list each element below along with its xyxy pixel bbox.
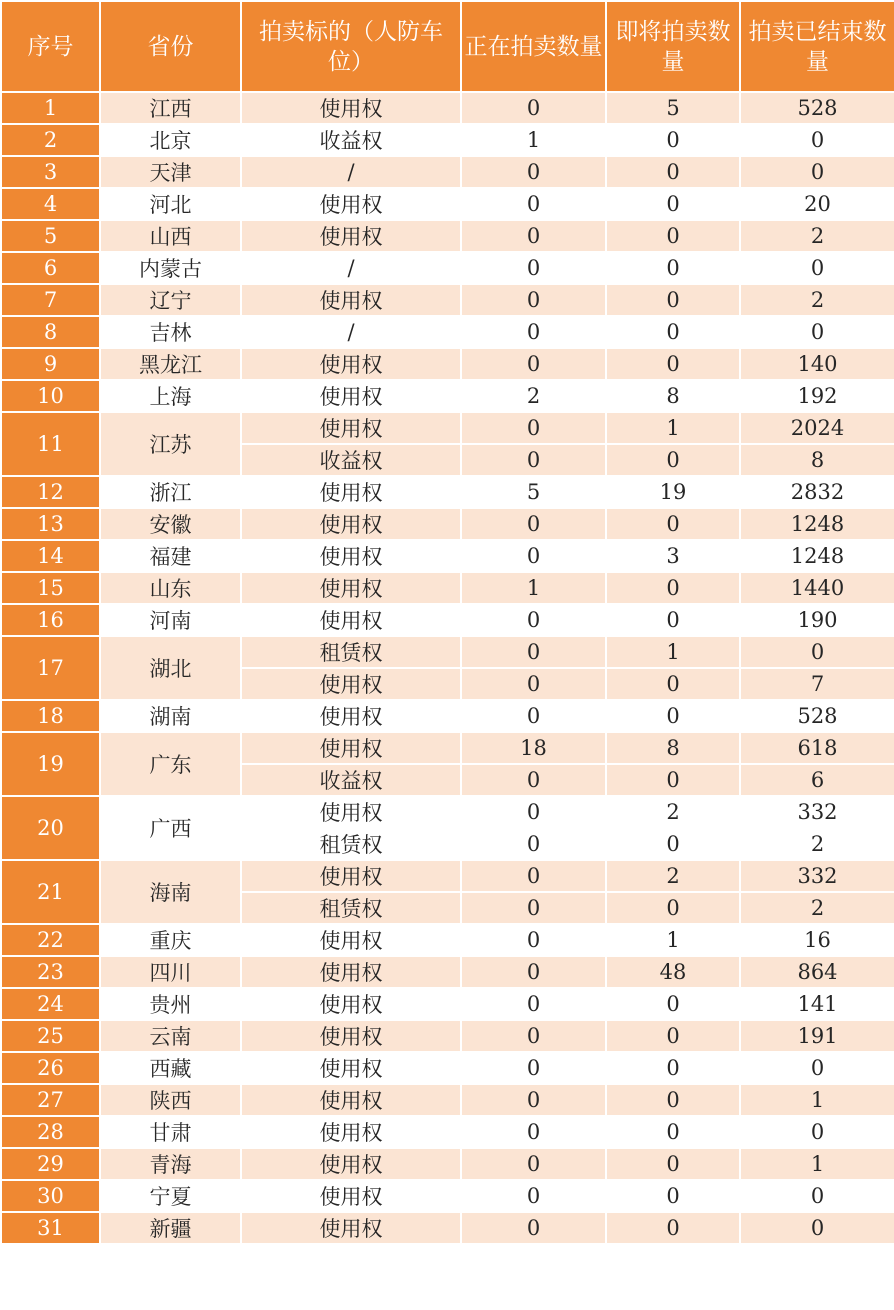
row-index-cell: 5 [1, 220, 100, 252]
province-cell: 吉林 [100, 316, 241, 348]
ended-count-cell: 864 [740, 956, 894, 988]
subject-type-cell: 使用权 [241, 604, 461, 636]
ended-count-cell: 0 [740, 316, 894, 348]
province-cell: 云南 [100, 1020, 241, 1052]
upcoming-count-cell: 5 [606, 92, 740, 124]
province-cell: 广西 [100, 796, 241, 860]
header-row [1, 1, 894, 92]
table-row [1, 1052, 894, 1084]
ongoing-count-cell: 0 [461, 1020, 606, 1052]
upcoming-count-cell: 0 [606, 508, 740, 540]
province-cell: 青海 [100, 1148, 241, 1180]
upcoming-count-cell: 0 [606, 156, 740, 188]
subject-type-cell: 使用权 [241, 508, 461, 540]
province-cell: 天津 [100, 156, 241, 188]
upcoming-count-cell: 0 [606, 668, 740, 700]
header-index: 序号 [1, 1, 100, 92]
table-row [1, 700, 894, 732]
table-row [1, 796, 894, 828]
subject-type-cell: 使用权 [241, 1212, 461, 1244]
subject-type-cell: 使用权 [241, 1020, 461, 1052]
subject-type-cell: 使用权 [241, 1148, 461, 1180]
table-row [1, 188, 894, 220]
ongoing-count-cell: 0 [461, 924, 606, 956]
upcoming-count-cell: 0 [606, 188, 740, 220]
upcoming-count-cell: 0 [606, 444, 740, 476]
province-cell: 福建 [100, 540, 241, 572]
upcoming-count-cell: 0 [606, 284, 740, 316]
ended-count-cell: 332 [740, 796, 894, 828]
row-index-cell: 10 [1, 380, 100, 412]
subject-type-cell: 租赁权 [241, 892, 461, 924]
row-index-cell: 31 [1, 1212, 100, 1244]
ongoing-count-cell: 0 [461, 1084, 606, 1116]
row-index-cell: 4 [1, 188, 100, 220]
ongoing-count-cell: 0 [461, 188, 606, 220]
row-index-cell: 22 [1, 924, 100, 956]
upcoming-count-cell: 0 [606, 604, 740, 636]
table-row [1, 252, 894, 284]
upcoming-count-cell: 0 [606, 124, 740, 156]
province-cell: 江西 [100, 92, 241, 124]
province-cell: 湖北 [100, 636, 241, 700]
subject-type-cell: 使用权 [241, 668, 461, 700]
ongoing-count-cell: 0 [461, 860, 606, 892]
subject-type-cell: 使用权 [241, 540, 461, 572]
province-cell: 河北 [100, 188, 241, 220]
subject-type-cell: 收益权 [241, 124, 461, 156]
table-row [1, 380, 894, 412]
ongoing-count-cell: 0 [461, 1148, 606, 1180]
upcoming-count-cell: 1 [606, 412, 740, 444]
row-index-cell: 2 [1, 124, 100, 156]
ongoing-count-cell: 0 [461, 444, 606, 476]
ended-count-cell: 190 [740, 604, 894, 636]
province-cell: 四川 [100, 956, 241, 988]
upcoming-count-cell: 48 [606, 956, 740, 988]
header-ended-count: 拍卖已结束数量 [740, 1, 894, 92]
upcoming-count-cell: 0 [606, 316, 740, 348]
ongoing-count-cell: 0 [461, 828, 606, 860]
ongoing-count-cell: 0 [461, 156, 606, 188]
row-index-cell: 26 [1, 1052, 100, 1084]
province-cell: 重庆 [100, 924, 241, 956]
ended-count-cell: 1 [740, 1084, 894, 1116]
table-row [1, 924, 894, 956]
subject-type-cell: 使用权 [241, 956, 461, 988]
ongoing-count-cell: 0 [461, 92, 606, 124]
ongoing-count-cell: 0 [461, 604, 606, 636]
ongoing-count-cell: 2 [461, 380, 606, 412]
subject-type-cell: 收益权 [241, 444, 461, 476]
subject-type-cell: 使用权 [241, 732, 461, 764]
province-cell: 山西 [100, 220, 241, 252]
table-row [1, 316, 894, 348]
ongoing-count-cell: 0 [461, 508, 606, 540]
row-index-cell: 21 [1, 860, 100, 924]
subject-type-cell: 使用权 [241, 1084, 461, 1116]
ended-count-cell: 0 [740, 1180, 894, 1212]
upcoming-count-cell: 0 [606, 220, 740, 252]
ongoing-count-cell: 0 [461, 764, 606, 796]
table-row [1, 1212, 894, 1244]
row-index-cell: 13 [1, 508, 100, 540]
ended-count-cell: 618 [740, 732, 894, 764]
table-row [1, 284, 894, 316]
upcoming-count-cell: 0 [606, 1116, 740, 1148]
upcoming-count-cell: 2 [606, 796, 740, 828]
subject-type-cell: 使用权 [241, 860, 461, 892]
table-row [1, 572, 894, 604]
row-index-cell: 23 [1, 956, 100, 988]
ongoing-count-cell: 0 [461, 1180, 606, 1212]
ended-count-cell: 1 [740, 1148, 894, 1180]
subject-type-cell: 租赁权 [241, 636, 461, 668]
province-cell: 安徽 [100, 508, 241, 540]
subject-type-cell: 收益权 [241, 764, 461, 796]
table-row [1, 860, 894, 892]
table-row [1, 508, 894, 540]
ongoing-count-cell: 0 [461, 220, 606, 252]
table-header [1, 1, 894, 92]
ongoing-count-cell: 0 [461, 892, 606, 924]
ongoing-count-cell: 0 [461, 348, 606, 380]
ongoing-count-cell: 0 [461, 700, 606, 732]
upcoming-count-cell: 0 [606, 1180, 740, 1212]
ongoing-count-cell: 0 [461, 316, 606, 348]
upcoming-count-cell: 0 [606, 988, 740, 1020]
upcoming-count-cell: 0 [606, 700, 740, 732]
province-cell: 新疆 [100, 1212, 241, 1244]
province-cell: 陕西 [100, 1084, 241, 1116]
province-cell: 贵州 [100, 988, 241, 1020]
subject-type-cell: 使用权 [241, 1052, 461, 1084]
table-row [1, 348, 894, 380]
upcoming-count-cell: 0 [606, 1148, 740, 1180]
ongoing-count-cell: 18 [461, 732, 606, 764]
table-body [1, 92, 894, 1244]
table-row [1, 540, 894, 572]
row-index-cell: 11 [1, 412, 100, 476]
ended-count-cell: 2832 [740, 476, 894, 508]
row-index-cell: 7 [1, 284, 100, 316]
ended-count-cell: 2 [740, 828, 894, 860]
upcoming-count-cell: 19 [606, 476, 740, 508]
province-cell: 西藏 [100, 1052, 241, 1084]
ongoing-count-cell: 1 [461, 124, 606, 156]
upcoming-count-cell: 1 [606, 636, 740, 668]
subject-type-cell: 使用权 [241, 988, 461, 1020]
subject-type-cell: 使用权 [241, 476, 461, 508]
subject-type-cell: 使用权 [241, 348, 461, 380]
ended-count-cell: 0 [740, 636, 894, 668]
row-index-cell: 1 [1, 92, 100, 124]
subject-type-cell: 使用权 [241, 284, 461, 316]
row-index-cell: 9 [1, 348, 100, 380]
subject-type-cell: 使用权 [241, 380, 461, 412]
subject-type-cell: 使用权 [241, 1116, 461, 1148]
ended-count-cell: 528 [740, 700, 894, 732]
ended-count-cell: 1248 [740, 508, 894, 540]
table-row [1, 1116, 894, 1148]
subject-type-cell: 使用权 [241, 1180, 461, 1212]
upcoming-count-cell: 1 [606, 924, 740, 956]
subject-type-cell: 使用权 [241, 572, 461, 604]
subject-type-cell: / [241, 156, 461, 188]
ongoing-count-cell: 0 [461, 796, 606, 828]
province-cell: 北京 [100, 124, 241, 156]
row-index-cell: 24 [1, 988, 100, 1020]
upcoming-count-cell: 0 [606, 1052, 740, 1084]
table-row [1, 124, 894, 156]
ended-count-cell: 2 [740, 892, 894, 924]
table-row [1, 1084, 894, 1116]
province-cell: 上海 [100, 380, 241, 412]
province-cell: 浙江 [100, 476, 241, 508]
ended-count-cell: 0 [740, 124, 894, 156]
row-index-cell: 18 [1, 700, 100, 732]
row-index-cell: 25 [1, 1020, 100, 1052]
table-row [1, 1148, 894, 1180]
ongoing-count-cell: 0 [461, 1116, 606, 1148]
table-row [1, 636, 894, 668]
row-index-cell: 29 [1, 1148, 100, 1180]
row-index-cell: 19 [1, 732, 100, 796]
ongoing-count-cell: 0 [461, 988, 606, 1020]
upcoming-count-cell: 0 [606, 1020, 740, 1052]
header-province: 省份 [100, 1, 241, 92]
subject-type-cell: 租赁权 [241, 828, 461, 860]
ended-count-cell: 528 [740, 92, 894, 124]
row-index-cell: 17 [1, 636, 100, 700]
upcoming-count-cell: 0 [606, 764, 740, 796]
province-cell: 江苏 [100, 412, 241, 476]
table-row [1, 732, 894, 764]
province-cell: 辽宁 [100, 284, 241, 316]
upcoming-count-cell: 0 [606, 348, 740, 380]
upcoming-count-cell: 0 [606, 1084, 740, 1116]
row-index-cell: 3 [1, 156, 100, 188]
ended-count-cell: 2024 [740, 412, 894, 444]
upcoming-count-cell: 0 [606, 1212, 740, 1244]
ended-count-cell: 6 [740, 764, 894, 796]
province-cell: 内蒙古 [100, 252, 241, 284]
upcoming-count-cell: 0 [606, 828, 740, 860]
ended-count-cell: 2 [740, 220, 894, 252]
row-index-cell: 20 [1, 796, 100, 860]
row-index-cell: 15 [1, 572, 100, 604]
table-row [1, 220, 894, 252]
upcoming-count-cell: 0 [606, 892, 740, 924]
table-row [1, 412, 894, 444]
subject-type-cell: 使用权 [241, 412, 461, 444]
ended-count-cell: 7 [740, 668, 894, 700]
ongoing-count-cell: 0 [461, 1052, 606, 1084]
row-index-cell: 14 [1, 540, 100, 572]
ongoing-count-cell: 0 [461, 252, 606, 284]
ended-count-cell: 191 [740, 1020, 894, 1052]
ended-count-cell: 1248 [740, 540, 894, 572]
ongoing-count-cell: 0 [461, 1212, 606, 1244]
province-cell: 河南 [100, 604, 241, 636]
upcoming-count-cell: 0 [606, 572, 740, 604]
ended-count-cell: 0 [740, 1116, 894, 1148]
table-row [1, 988, 894, 1020]
subject-type-cell: / [241, 316, 461, 348]
ended-count-cell: 0 [740, 1052, 894, 1084]
ongoing-count-cell: 0 [461, 668, 606, 700]
table-row [1, 604, 894, 636]
table-row [1, 956, 894, 988]
subject-type-cell: 使用权 [241, 188, 461, 220]
province-cell: 广东 [100, 732, 241, 796]
table-row [1, 92, 894, 124]
ended-count-cell: 0 [740, 1212, 894, 1244]
subject-type-cell: 使用权 [241, 700, 461, 732]
province-cell: 宁夏 [100, 1180, 241, 1212]
ended-count-cell: 1440 [740, 572, 894, 604]
ended-count-cell: 141 [740, 988, 894, 1020]
province-cell: 海南 [100, 860, 241, 924]
table-row [1, 1020, 894, 1052]
header-auction-subject: 拍卖标的（人防车位） [241, 1, 461, 92]
ended-count-cell: 16 [740, 924, 894, 956]
province-cell: 山东 [100, 572, 241, 604]
table-row [1, 1180, 894, 1212]
ongoing-count-cell: 0 [461, 540, 606, 572]
upcoming-count-cell: 2 [606, 860, 740, 892]
ended-count-cell: 2 [740, 284, 894, 316]
province-cell: 黑龙江 [100, 348, 241, 380]
upcoming-count-cell: 8 [606, 732, 740, 764]
row-index-cell: 28 [1, 1116, 100, 1148]
ongoing-count-cell: 5 [461, 476, 606, 508]
upcoming-count-cell: 3 [606, 540, 740, 572]
table-row [1, 156, 894, 188]
ongoing-count-cell: 1 [461, 572, 606, 604]
ongoing-count-cell: 0 [461, 956, 606, 988]
ended-count-cell: 332 [740, 860, 894, 892]
row-index-cell: 27 [1, 1084, 100, 1116]
ended-count-cell: 192 [740, 380, 894, 412]
subject-type-cell: 使用权 [241, 220, 461, 252]
subject-type-cell: / [241, 252, 461, 284]
row-index-cell: 12 [1, 476, 100, 508]
table-row [1, 476, 894, 508]
ended-count-cell: 20 [740, 188, 894, 220]
row-index-cell: 16 [1, 604, 100, 636]
subject-type-cell: 使用权 [241, 92, 461, 124]
ongoing-count-cell: 0 [461, 284, 606, 316]
ended-count-cell: 0 [740, 252, 894, 284]
province-cell: 甘肃 [100, 1116, 241, 1148]
subject-type-cell: 使用权 [241, 924, 461, 956]
row-index-cell: 6 [1, 252, 100, 284]
header-upcoming-count: 即将拍卖数量 [606, 1, 740, 92]
upcoming-count-cell: 8 [606, 380, 740, 412]
ended-count-cell: 140 [740, 348, 894, 380]
province-cell: 湖南 [100, 700, 241, 732]
row-index-cell: 30 [1, 1180, 100, 1212]
ongoing-count-cell: 0 [461, 412, 606, 444]
row-index-cell: 8 [1, 316, 100, 348]
header-ongoing-count: 正在拍卖数量 [461, 1, 606, 92]
ended-count-cell: 0 [740, 156, 894, 188]
upcoming-count-cell: 0 [606, 252, 740, 284]
ended-count-cell: 8 [740, 444, 894, 476]
subject-type-cell: 使用权 [241, 796, 461, 828]
ongoing-count-cell: 0 [461, 636, 606, 668]
